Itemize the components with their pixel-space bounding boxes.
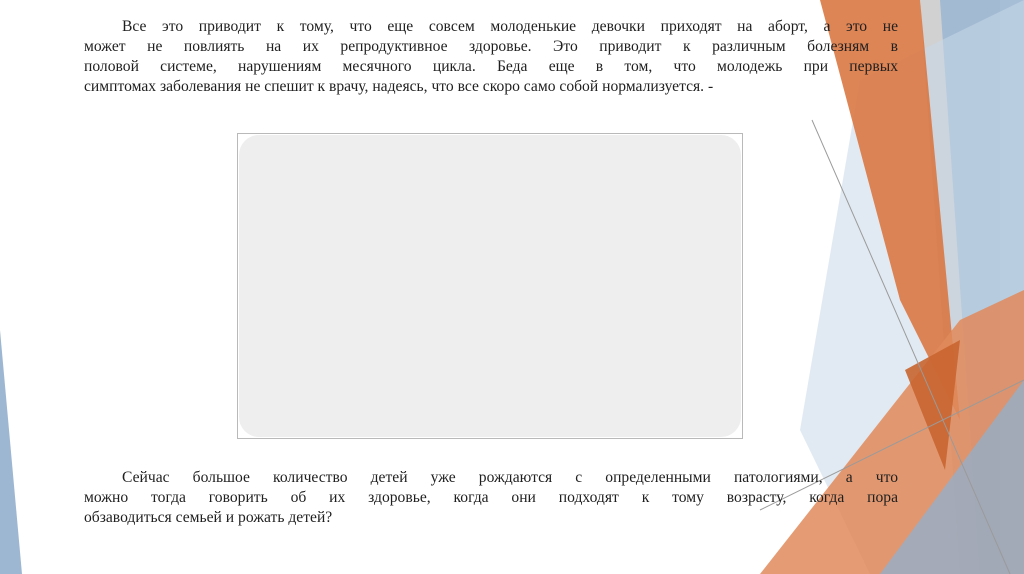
paragraph-1-line-1: Все это приводит к тому, что еще совсем молоденькие девочки приходят на аборт, а это не [122, 18, 898, 35]
paragraph-1-line-3: половой системе, нарушениям месячного цикла. Беда еще в том, что молодежь при первых [84, 58, 898, 75]
image-placeholder-panel [239, 135, 741, 437]
paragraph-2 [84, 468, 898, 528]
paragraph-1-line-4: симптомах заболевания не спешит к врачу, надеясь, что все скоро само собой нормализуется. - [84, 78, 714, 95]
left-blue-strip [0, 330, 22, 574]
paragraph-2-line-1: Сейчас большое количество детей уже рождаются с определенными патологиями, а что [122, 469, 898, 486]
paragraph-2-line-3: обзаводиться семьей и рожать детей? [84, 509, 333, 526]
paragraph-1 [84, 17, 898, 97]
paragraph-1-line-2: может не повлиять на их репродуктивное здоровье. Это приводит к различным болезням в [84, 38, 898, 55]
paragraph-2-line-2: можно тогда говорить об их здоровье, когда они подходят к тому возрасту, когда пора [84, 489, 898, 506]
image-placeholder [237, 133, 743, 439]
